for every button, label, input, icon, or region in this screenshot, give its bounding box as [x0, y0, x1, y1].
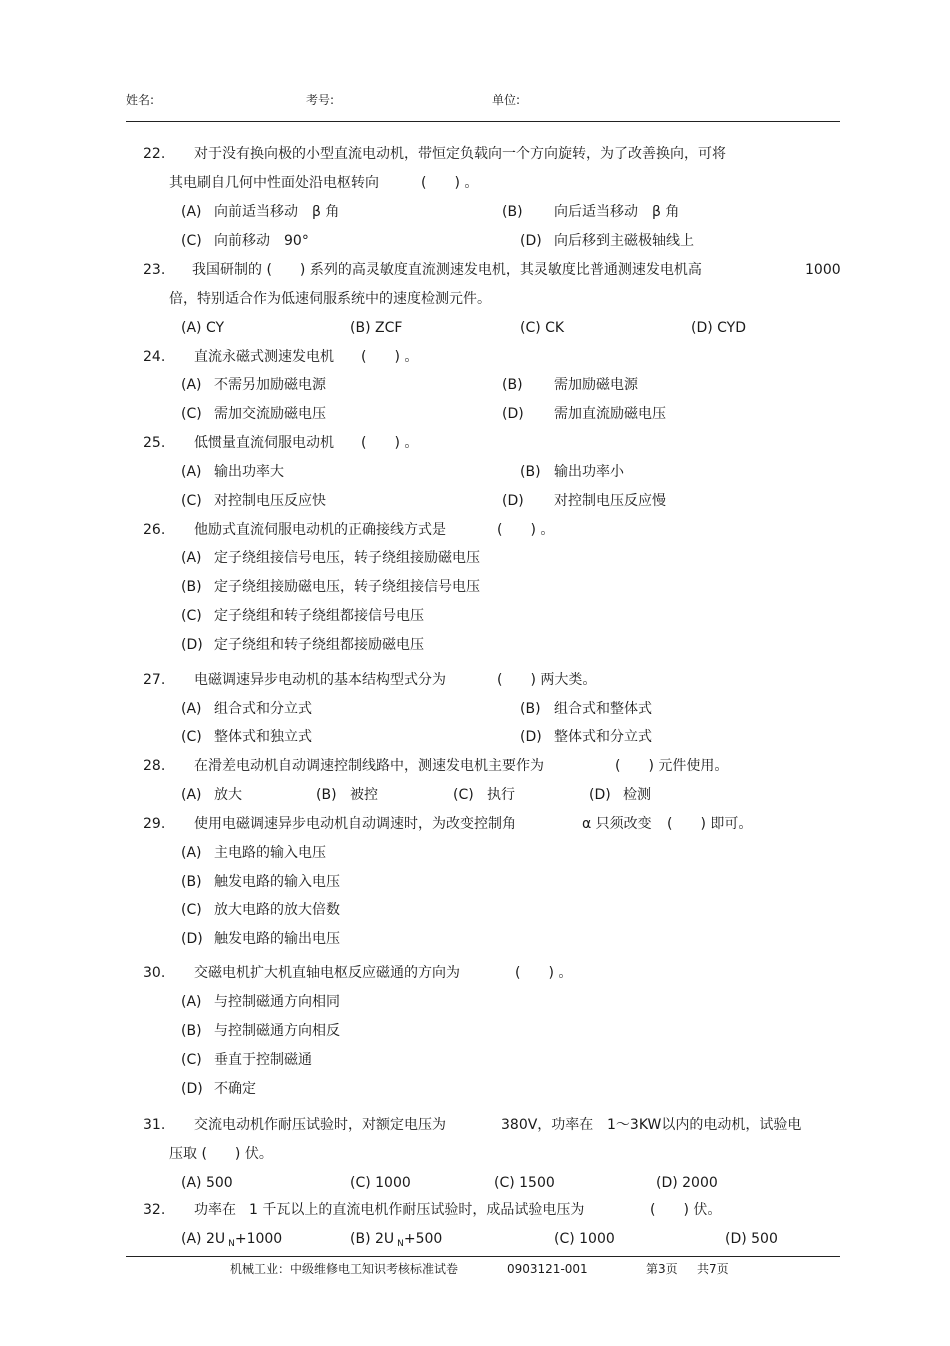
option-a-label: (A): [181, 787, 202, 803]
option-d: 对控制电压反应慢: [554, 493, 666, 509]
option-c: 垂直于控制磁通: [214, 1052, 312, 1068]
footer-rule: [126, 1256, 840, 1257]
option-a: 不需另加励磁电源: [214, 377, 326, 393]
option-c: (C) 1000: [554, 1231, 615, 1247]
question-stem: 他励式直流伺服电动机的正确接线方式是: [194, 522, 446, 538]
question-number: 22.: [143, 146, 166, 162]
option-c: 执行: [487, 787, 515, 803]
unit-label: 单位:: [492, 93, 521, 107]
option-b-label: (B): [502, 377, 523, 393]
option-d-label: (D): [181, 637, 203, 653]
question-stem: 交磁电机扩大机直轴电枢反应磁通的方向为: [194, 965, 460, 981]
question-stem-cont: 倍，特别适合作为低速伺服系统中的速度检测元件。: [169, 291, 491, 307]
option-b: 与控制磁通方向相反: [214, 1023, 340, 1039]
answer-blank: ( ) 两大类。: [497, 672, 597, 688]
option-d-label: (D): [502, 406, 524, 422]
option-b: 向后适当移动 β 角: [554, 204, 680, 220]
option-d: 检测: [623, 787, 651, 803]
question-stem: 低惯量直流伺服电动机: [194, 435, 334, 451]
question-number: 29.: [143, 816, 166, 832]
option-d: 向后移到主磁极轴线上: [554, 233, 694, 249]
question-stem-cont: 1 千瓦以上的直流电机作耐压试验时，成品试验电压为: [249, 1202, 585, 1218]
option-c-label: (C): [181, 406, 202, 422]
option-b: 触发电路的输入电压: [214, 874, 340, 890]
option-d: 定子绕组和转子绕组都接励磁电压: [214, 637, 424, 653]
footer-title: 机械工业：中级维修电工知识考核标准试卷: [230, 1262, 459, 1276]
option-b: (B) ZCF: [350, 320, 403, 336]
option-a: 与控制磁通方向相同: [214, 994, 340, 1010]
option-a: 定子绕组接信号电压，转子绕组接励磁电压: [214, 550, 480, 566]
option-c: 对控制电压反应快: [214, 493, 326, 509]
question-number: 28.: [143, 758, 166, 774]
option-b: 需加励磁电源: [554, 377, 638, 393]
option-a-subscript: N: [228, 1239, 235, 1249]
option-b-label: (B): [520, 701, 541, 717]
option-b: [350, 1232, 442, 1249]
option-a-label: (A): [181, 845, 202, 861]
answer-blank: ( ) 元件使用。: [615, 758, 729, 774]
question-stem-cont: 其电刷自几何中性面处沿电枢转向: [169, 175, 379, 191]
answer-blank: ( ) 即可。: [667, 816, 753, 832]
option-c-label: (C): [181, 1052, 202, 1068]
question-stem: 在滑差电动机自动调速控制线路中，测速发电机主要作为: [194, 758, 544, 774]
option-a: (A) 500: [181, 1175, 233, 1191]
header-rule: [126, 121, 840, 122]
question-stem-cont: 压取 ( ) 伏。: [169, 1146, 273, 1162]
option-d: (D) 2000: [656, 1175, 718, 1191]
option-a: [181, 1232, 282, 1249]
option-d-label: (D): [520, 233, 542, 249]
option-a-prefix: (A) 2U: [181, 1231, 226, 1247]
option-b: 输出功率小: [554, 464, 624, 480]
footer-total-pages: 共7页: [697, 1262, 729, 1276]
option-a-label: (A): [181, 550, 202, 566]
answer-blank: ( ) 。: [515, 965, 573, 981]
answer-blank: ( ) 伏。: [650, 1202, 722, 1218]
option-c-label: (C): [453, 787, 474, 803]
question-stem: 使用电磁调速异步电动机自动调速时，为改变控制角: [194, 816, 516, 832]
option-d-label: (D): [181, 1081, 203, 1097]
option-b-label: (B): [181, 579, 202, 595]
option-a: 输出功率大: [214, 464, 284, 480]
option-c: (C) 1500: [494, 1175, 555, 1191]
option-c: (C) CK: [520, 320, 565, 336]
answer-blank: ( ) 。: [421, 175, 479, 191]
stem-value: 1000: [805, 262, 841, 278]
option-b: 组合式和整体式: [554, 701, 652, 717]
answer-blank: ( ) 。: [361, 435, 419, 451]
option-d: 不确定: [214, 1081, 256, 1097]
option-d: (D) 500: [725, 1231, 778, 1247]
option-a-label: (A): [181, 204, 202, 220]
question-stem: 直流永磁式测速发电机: [194, 349, 334, 365]
option-c-label: (C): [181, 608, 202, 624]
option-b: (C) 1000: [350, 1175, 411, 1191]
option-d: 整体式和分立式: [554, 729, 652, 745]
question-stem: 功率在: [194, 1202, 236, 1218]
option-c: 整体式和独立式: [214, 729, 312, 745]
option-a-label: (A): [181, 701, 202, 717]
option-b-label: (B): [502, 204, 523, 220]
question-stem-voltage: 380V，功率在: [501, 1117, 594, 1133]
question-stem: 对于没有换向极的小型直流电动机，带恒定负载向一个方向旋转，为了改善换向，可将: [194, 146, 726, 162]
option-d-label: (D): [502, 493, 524, 509]
question-number: 26.: [143, 522, 166, 538]
footer-code: 0903121-001: [507, 1262, 588, 1276]
option-a-suffix: +1000: [234, 1231, 283, 1247]
option-d: (D) CYD: [691, 320, 747, 336]
option-b-suffix: +500: [403, 1231, 443, 1247]
option-a: 主电路的输入电压: [214, 845, 326, 861]
question-number: 31.: [143, 1117, 166, 1133]
option-b-label: (B): [181, 1023, 202, 1039]
option-c: 需加交流励磁电压: [214, 406, 326, 422]
option-a-label: (A): [181, 464, 202, 480]
option-b-label: (B): [181, 874, 202, 890]
option-b-prefix: (B) 2U: [350, 1231, 395, 1247]
option-b-label: (B): [316, 787, 337, 803]
option-a: 放大: [214, 787, 242, 803]
option-a: 组合式和分立式: [214, 701, 312, 717]
option-c-label: (C): [181, 729, 202, 745]
question-stem: 交流电动机作耐压试验时，对额定电压为: [194, 1117, 446, 1133]
question-stem-range: 1～3KW以内的电动机，试验电: [607, 1117, 802, 1133]
option-a-label: (A): [181, 994, 202, 1010]
exam-number-label: 考号:: [306, 93, 335, 107]
option-d: 需加直流励磁电压: [554, 406, 666, 422]
question-number: 30.: [143, 965, 166, 981]
option-d-label: (D): [589, 787, 611, 803]
option-b-subscript: N: [397, 1239, 404, 1249]
option-b-label: (B): [520, 464, 541, 480]
option-a: 向前适当移动 β 角: [214, 204, 340, 220]
option-c: 定子绕组和转子绕组都接信号电压: [214, 608, 424, 624]
question-number: 32.: [143, 1202, 166, 1218]
option-b: 定子绕组接励磁电压，转子绕组接信号电压: [214, 579, 480, 595]
option-b: 被控: [350, 787, 378, 803]
option-c-label: (C): [181, 493, 202, 509]
question-number: 27.: [143, 672, 166, 688]
question-number: 24.: [143, 349, 166, 365]
question-stem: 我国研制的 ( ) 系列的高灵敏度直流测速发电机，其灵敏度比普通测速发电机高: [192, 262, 702, 278]
option-c-label: (C): [181, 233, 202, 249]
footer-page: 第3页: [646, 1262, 678, 1276]
question-number: 25.: [143, 435, 166, 451]
option-d-label: (D): [520, 729, 542, 745]
name-label: 姓名:: [126, 93, 155, 107]
question-number: 23.: [143, 262, 166, 278]
question-stem-cont: α 只须改变: [582, 816, 652, 832]
option-d: 触发电路的输出电压: [214, 931, 340, 947]
answer-blank: ( ) 。: [497, 522, 555, 538]
option-c: 向前移动 90°: [214, 233, 309, 249]
option-c-label: (C): [181, 902, 202, 918]
option-c: 放大电路的放大倍数: [214, 902, 340, 918]
option-d-label: (D): [181, 931, 203, 947]
option-a-label: (A): [181, 377, 202, 393]
option-a: (A) CY: [181, 320, 225, 336]
answer-blank: ( ) 。: [361, 349, 419, 365]
question-stem: 电磁调速异步电动机的基本结构型式分为: [194, 672, 446, 688]
